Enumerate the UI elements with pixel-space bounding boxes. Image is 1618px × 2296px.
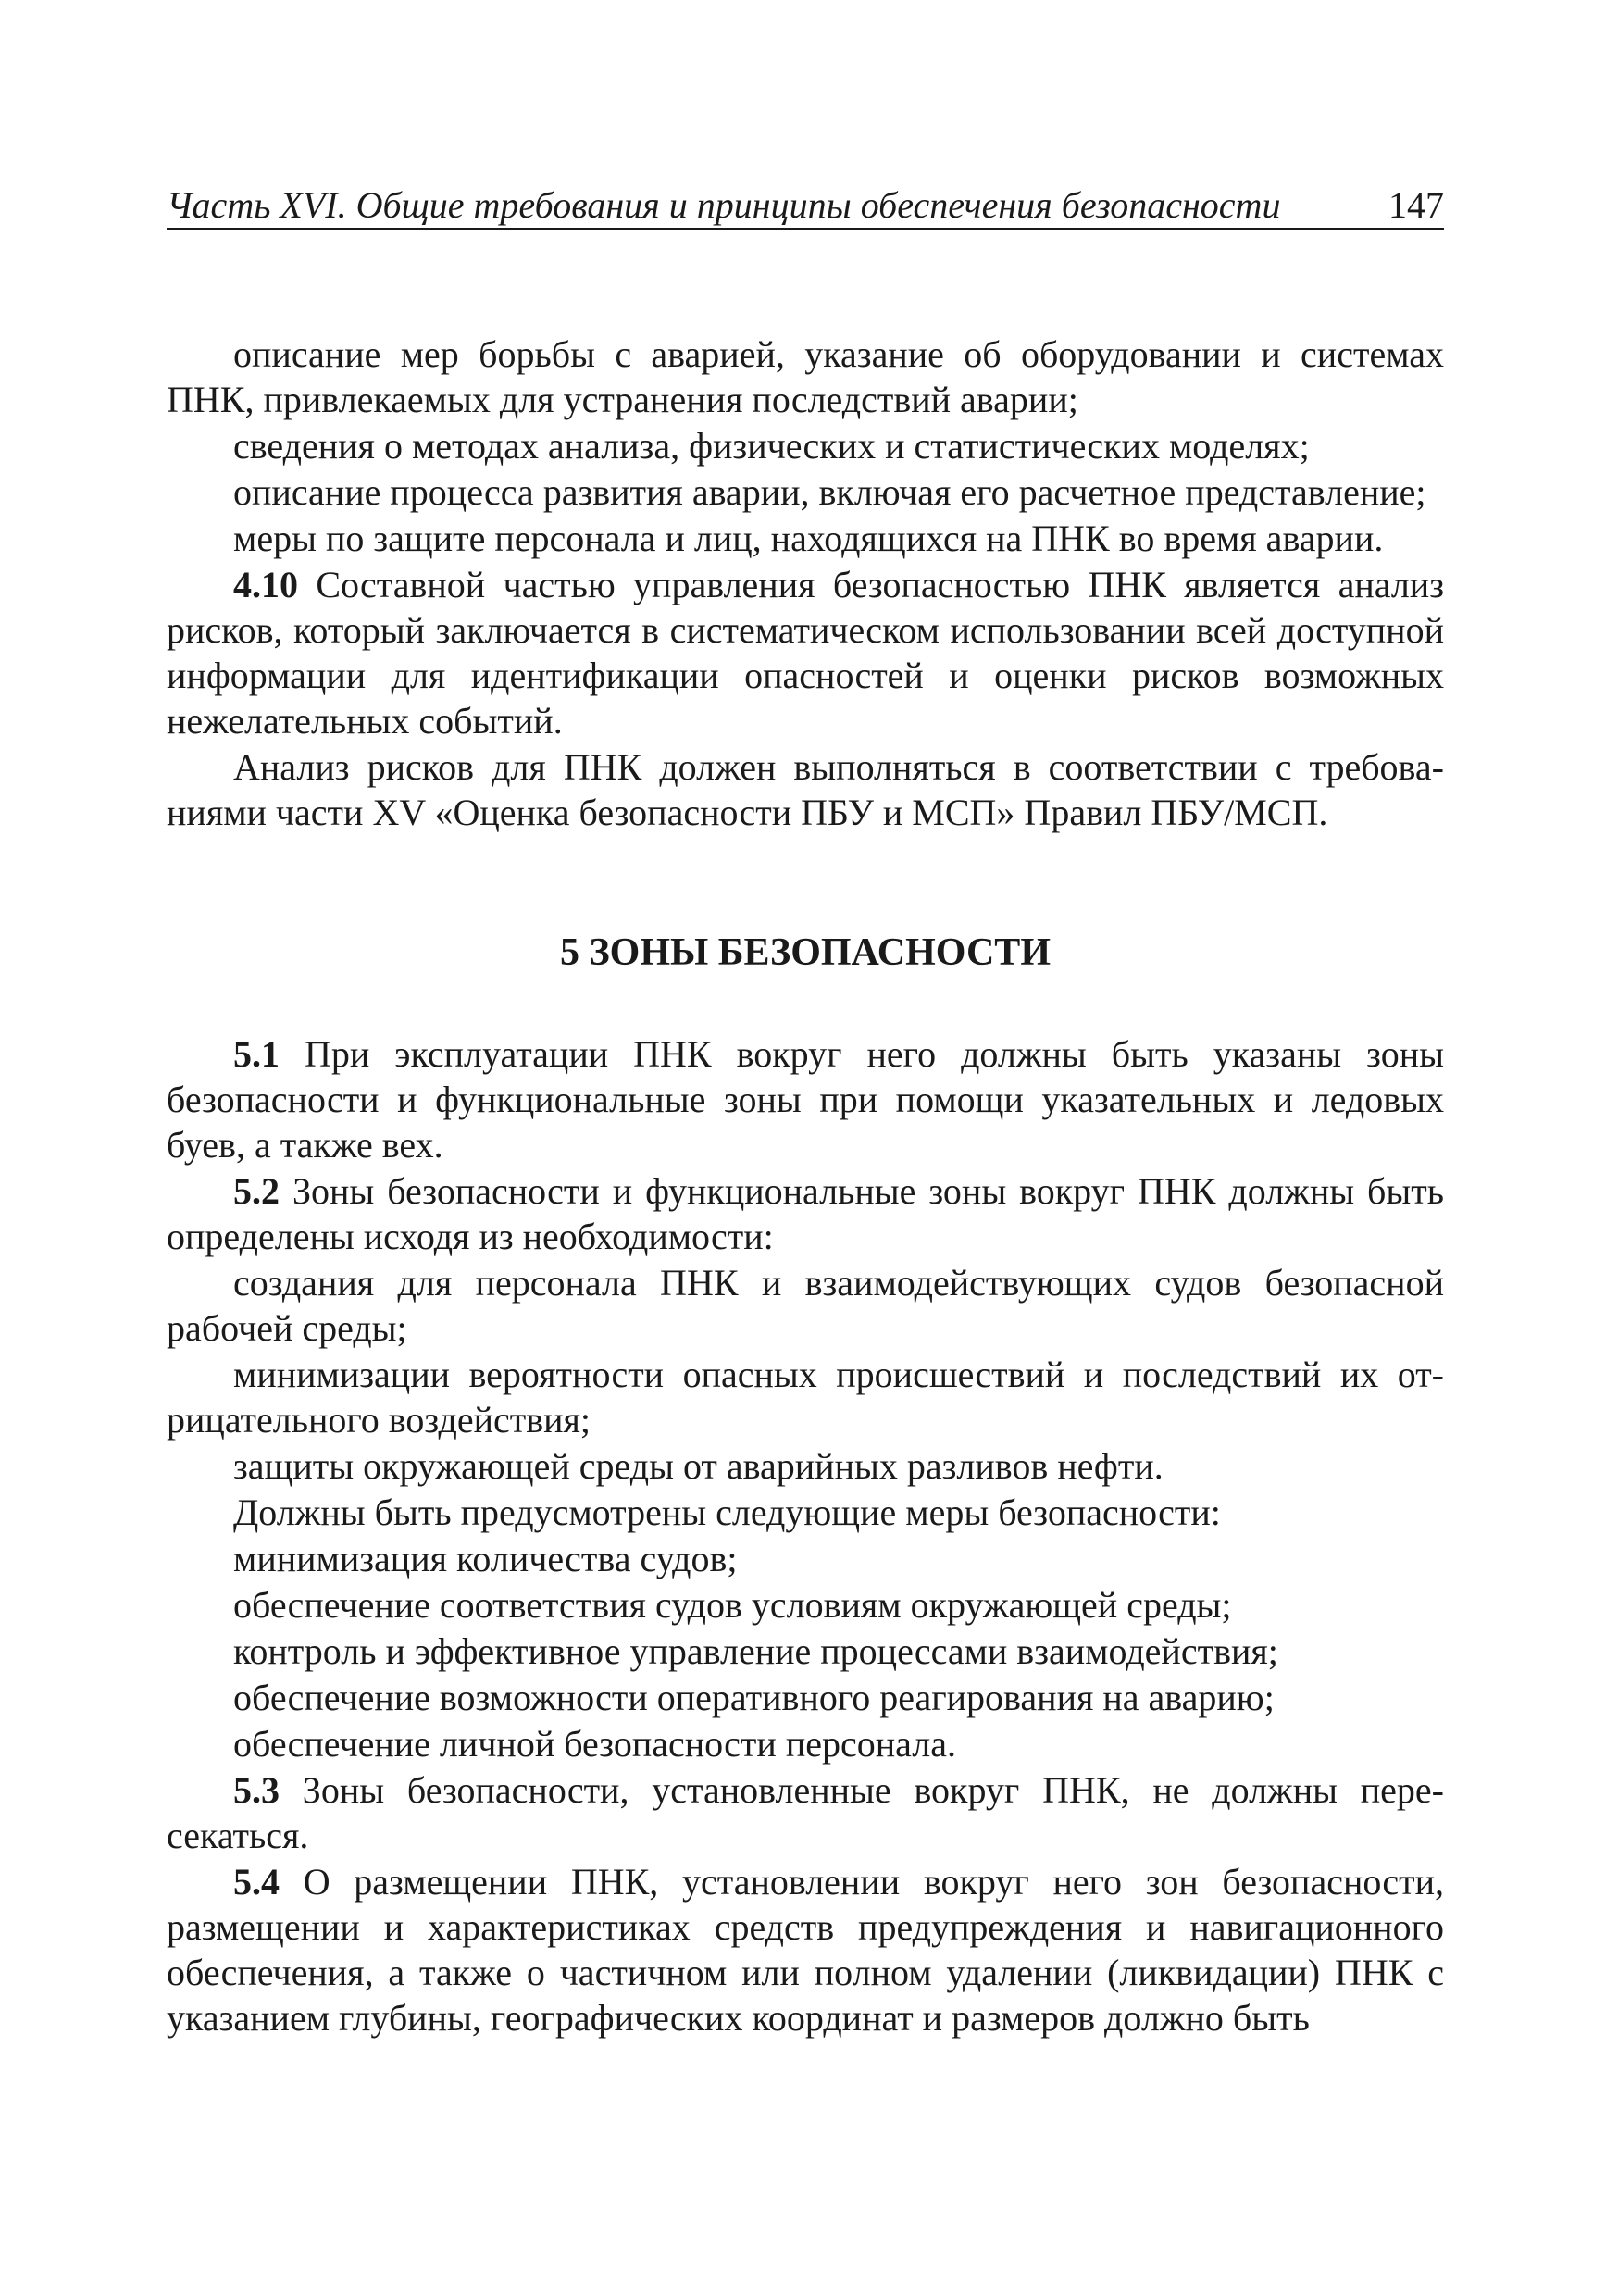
paragraph-block-1 — [167, 331, 1444, 835]
list-item — [167, 1536, 1444, 1581]
paragraph-text: описание процесса развития аварии, включая его расчетное представление; — [233, 471, 1426, 513]
paragraph-text: обеспечение возможности оперативного реагирования на аварию; — [233, 1677, 1275, 1718]
paragraph — [167, 423, 1444, 468]
paragraph-text: обеспечение личной безопасности персонала. — [233, 1723, 956, 1765]
paragraph-text: минимизации вероятности опасных происшествий и последствий их отрицательного воздействия; — [167, 1354, 1444, 1441]
list-item — [167, 1675, 1444, 1720]
clause-number: 5.1 — [233, 1033, 280, 1075]
paragraph-text: Зоны безопасности и функциональные зоны вокруг ПНК должны быть определены исходя из необходимости: — [167, 1170, 1444, 1257]
paragraph — [167, 1490, 1444, 1535]
paragraph-text: Должны быть предусмотрены следующие меры безопасности: — [233, 1491, 1221, 1533]
list-item — [167, 1628, 1444, 1674]
paragraph-text: меры по защите персонала и лиц, находящихся на ПНК во время аварии. — [233, 518, 1384, 559]
page-body — [167, 331, 1444, 2041]
clause-number: 5.4 — [233, 1861, 280, 1903]
paragraph — [167, 469, 1444, 515]
paragraph-text: Зоны безопасности, установленные вокруг ПНК, не должны пересекаться. — [167, 1769, 1444, 1856]
numbered-paragraph — [167, 562, 1444, 743]
list-item — [167, 1260, 1444, 1351]
list-item — [167, 1582, 1444, 1628]
running-header — [167, 176, 1444, 230]
paragraph-text: обеспечение соответствия судов условиям окружающей среды; — [233, 1584, 1232, 1626]
paragraph-text: защиты окружающей среды от аварийных разливов нефти. — [233, 1445, 1164, 1487]
page-number: 147 — [1388, 184, 1444, 226]
list-item — [167, 1443, 1444, 1489]
list-item — [167, 1721, 1444, 1766]
paragraph-text: сведения о методах анализа, физических и статистических моделях; — [233, 425, 1310, 467]
paragraph — [167, 516, 1444, 561]
numbered-paragraph — [167, 1031, 1444, 1167]
numbered-paragraph — [167, 1859, 1444, 2040]
clause-number: 5.2 — [233, 1170, 280, 1212]
paragraph-text: Анализ рисков для ПНК должен выполняться в соответствии с требованиями части XV «Оценка безопасности ПБУ и МСП» Правил ПБУ/МСП. — [167, 746, 1444, 833]
paragraph-text: При эксплуатации ПНК вокруг него должны быть указаны зоны безопасности и функциональные зоны при помощи указательных и ледовых буев, а также вех. — [167, 1033, 1444, 1166]
paragraph — [167, 744, 1444, 835]
numbered-paragraph — [167, 1767, 1444, 1858]
clause-number: 5.3 — [233, 1769, 280, 1811]
running-title: Часть XVI. Общие требования и принципы обеспечения безопасности — [167, 184, 1281, 226]
paragraph-text: контроль и эффективное управление процессами взаимодействия; — [233, 1630, 1278, 1672]
paragraph-block-2 — [167, 1031, 1444, 2040]
paragraph-text: минимизация количества судов; — [233, 1538, 738, 1579]
clause-number: 4.10 — [233, 564, 298, 605]
paragraph-text: Составной частью управления безопасностью ПНК является анализ рисков, который заключается в систематическом использовании всей доступной информации для идентификации опасностей и оценки рисков возможных нежелательных событий. — [167, 564, 1444, 742]
numbered-paragraph — [167, 1168, 1444, 1259]
paragraph-text: создания для персонала ПНК и взаимодействующих судов безопасной рабочей среды; — [167, 1262, 1444, 1349]
list-item — [167, 1352, 1444, 1442]
paragraph-text: О размещении ПНК, установлении вокруг него зон безопасности, размещении и характеристиках средств предупреждения и навигационного обеспечения, а также о частичном или полном удалении (ликвидации) ПНК с указанием глубины, географических координат и размеров должно быть — [167, 1861, 1444, 2039]
paragraph-text: описание мер борьбы с аварией, указание об оборудовании и системах ПНК, привлекаемых для устранения последствий аварии; — [167, 333, 1444, 420]
paragraph — [167, 331, 1444, 422]
section-heading: 5 ЗОНЫ БЕЗОПАСНОСТИ — [560, 931, 1051, 974]
